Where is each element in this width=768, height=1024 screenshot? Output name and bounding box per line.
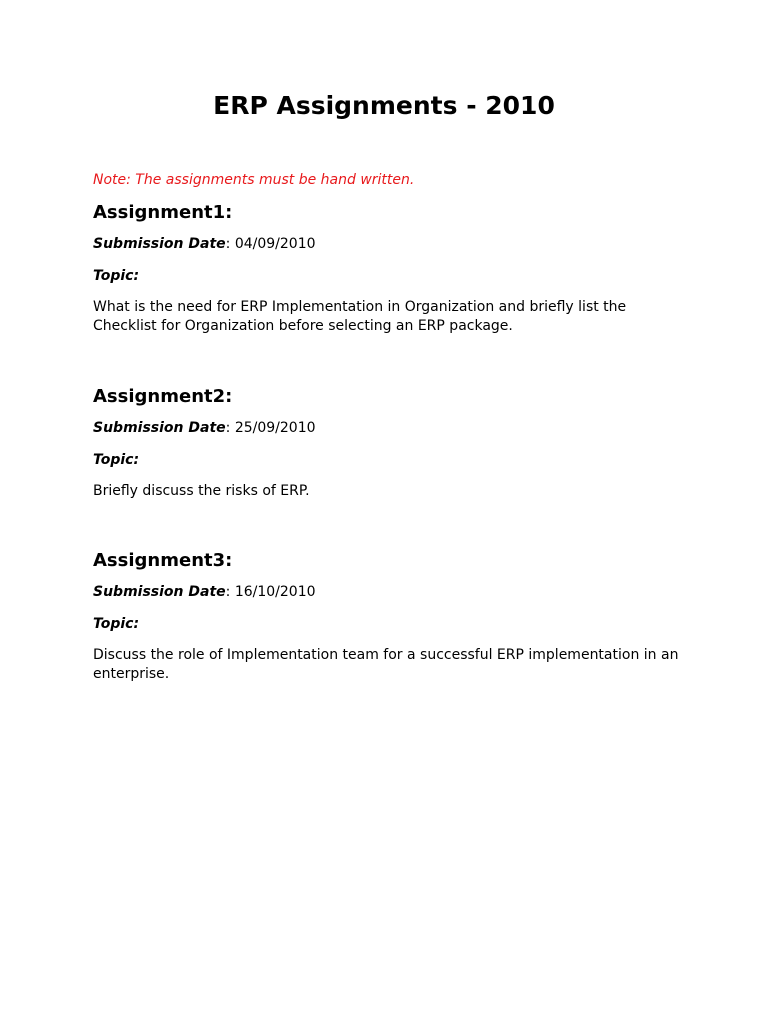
- date-separator: :: [225, 584, 235, 600]
- submission-date-line: [93, 418, 316, 438]
- assignment-section-1: [93, 200, 683, 334]
- assignment-heading: Assignment3:: [93, 550, 233, 571]
- submission-date-value: 04/09/2010: [234, 236, 316, 252]
- topic-label: Topic:: [93, 268, 140, 284]
- submission-date-label: Submission Date: [93, 420, 226, 436]
- topic-text: Briefly discuss the risks of ERP.: [93, 483, 310, 499]
- topic-label: Topic:: [93, 452, 140, 468]
- submission-date-label: Submission Date: [93, 584, 226, 600]
- date-separator: :: [225, 420, 235, 436]
- topic-text: What is the need for ERP Implementation in Organization and briefly list the Checklist for Organization before selecting an ERP package.: [93, 299, 627, 334]
- date-separator: :: [225, 236, 235, 252]
- topic-text: Discuss the role of Implementation team for a successful ERP implementation in an enterprise.: [93, 647, 679, 682]
- submission-date-value: 16/10/2010: [234, 584, 316, 600]
- assignment-heading: Assignment1:: [93, 202, 233, 223]
- assignment-heading: Assignment2:: [93, 386, 233, 407]
- handwritten-note: Note: The assignments must be hand written.: [93, 172, 415, 188]
- submission-date-line: [93, 582, 316, 602]
- document-title: ERP Assignments - 2010: [213, 91, 555, 120]
- submission-date-value: 25/09/2010: [234, 420, 316, 436]
- submission-date-label: Submission Date: [93, 236, 226, 252]
- assignment-section-3: [93, 548, 683, 682]
- assignment-section-2: [93, 384, 683, 499]
- topic-label: Topic:: [93, 616, 140, 632]
- submission-date-line: [93, 234, 316, 254]
